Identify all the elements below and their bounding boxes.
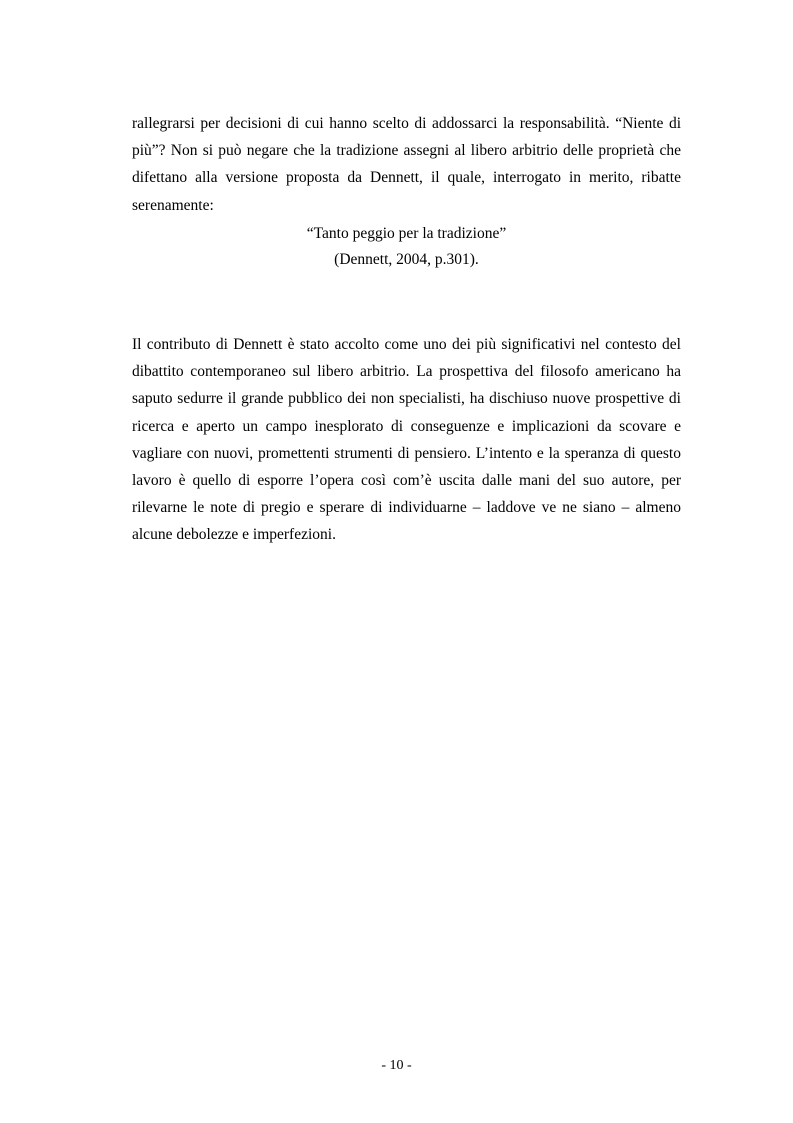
quote-citation: (Dennett, 2004, p.301). [334,251,479,268]
page-number: - 10 - [381,1058,412,1073]
block-quote: “Tanto peggio per la tradizione” [306,225,507,242]
paragraph-conclusion: Il contributo di Dennett è stato accolto come uno dei più significativi nel contesto del dibattito contemporaneo sul libero arbitrio. La prospettiva del filosofo americano ha saputo sedurre il grande pubblico dei non specialisti, ha dischiuso nuove prospettive di ricerca e aperto un campo inesplorato di conseguenze e implicazioni da scovare e vagliare con nuovi, promettenti strumenti di pensiero. L’intento e la speranza di questo lavoro è quello di esporre l’opera così com’è uscita dalle mani del suo autore, per rilevarne le note di pregio e sperare di individuarne – laddove ve ne siano – almeno alcune debolezze e imperfezioni. [132,336,681,544]
paragraph-continuation: rallegrarsi per decisioni di cui hanno scelto di addossarci la responsabilità. “Niente di più”? Non si può negare che la tradizione assegni al libero arbitrio delle proprietà che difettano alla versione proposta da Dennett, il quale, interrogato in merito, ribatte serenamente: [132,115,681,214]
